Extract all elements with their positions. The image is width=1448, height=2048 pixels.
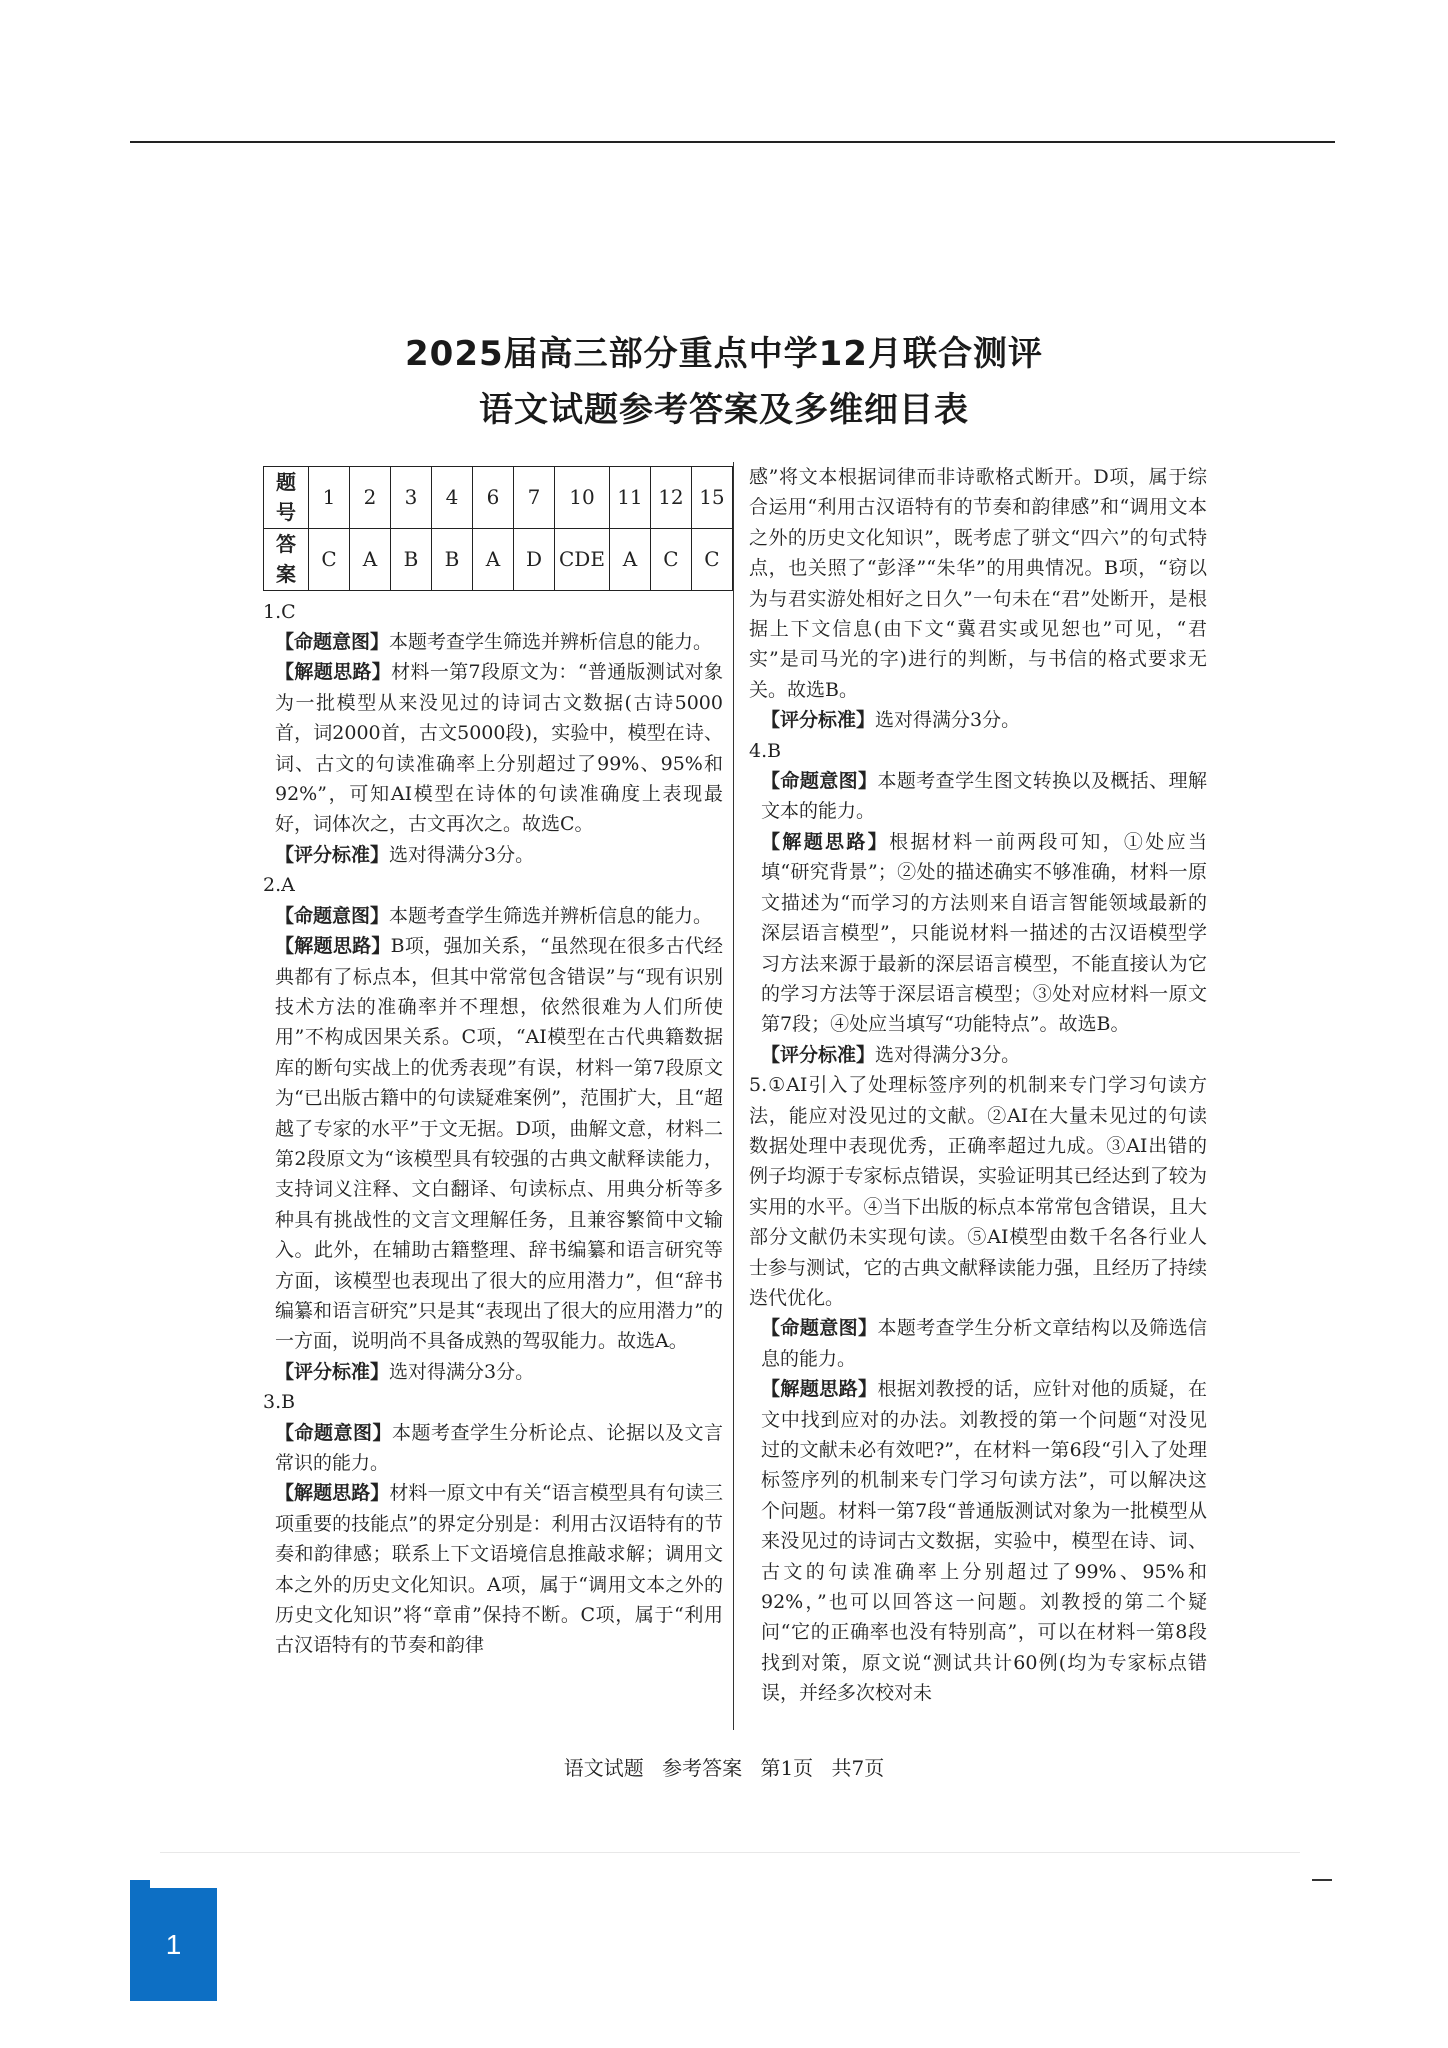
standard-tag: 【评分标准】 [275, 1360, 390, 1383]
question-4-approach [749, 827, 1207, 1040]
approach-text: 材料一原文中有关“语言模型具有句读三项重要的技能点”的界定分别是：利用古汉语特有的节奏和韵律感；联系上下文语境信息推敲求解；调用文本之外的历史文化知识。A项，属于“调用文本之外的历史文化知识”将“章甫”保持不断。C项，属于“利用古汉语特有的节奏和韵律 [275, 1482, 723, 1657]
page-number-badge[interactable]: 1 [130, 1888, 217, 2001]
intent-text: 本题考查学生筛选并辨析信息的能力。 [389, 631, 713, 654]
top-rule [130, 141, 1335, 143]
table-cell: A [473, 528, 514, 590]
question-3-answer: 3.B [263, 1391, 296, 1414]
dash-mark [1312, 1879, 1332, 1881]
approach-text: 根据材料一前两段可知，①处应当填“研究背景”；②处的描述确实不够准确，材料一原文描述为“而学习的方法则来自语言智能领域最新的深层语言模型”，只能说材料一描述的古汉语模型学习方法来源于最新的深层语言模型，不能直接认为它的学习方法等于深层语言模型；③处对应材料一原文第7段；④处应当填写“功能特点”。故选B。 [761, 830, 1207, 1036]
left-column [263, 462, 723, 1661]
doc-title: 2025届高三部分重点中学12月联合测评 [405, 334, 1043, 374]
question-2-answer: 2.A [263, 874, 295, 897]
answer-table-row-questions [264, 467, 733, 529]
page-footer: 语文试题 参考答案 第1页 共7页 [563, 1756, 885, 1780]
intent-text: 本题考查学生图文转换以及概括、理解文本的能力。 [761, 770, 1207, 823]
intent-text: 本题考查学生筛选并辨析信息的能力。 [389, 904, 713, 927]
table-cell: 7 [514, 467, 555, 529]
standard-text: 选对得满分3分。 [875, 1043, 1021, 1066]
table-cell: A [609, 528, 650, 590]
doc-subtitle: 语文试题参考答案及多维细目表 [479, 390, 969, 430]
approach-tag: 【解题思路】 [275, 661, 392, 684]
question-1-intent [263, 627, 723, 657]
table-cell: D [514, 528, 555, 590]
table-cell: 12 [650, 467, 691, 529]
question-5-intent [749, 1313, 1207, 1374]
table-cell: 11 [609, 467, 650, 529]
answer-table [263, 466, 733, 591]
table-cell: C [691, 528, 732, 590]
table-cell: B [391, 528, 432, 590]
question-1-approach [263, 657, 723, 839]
answer-table-row-answers [264, 528, 733, 590]
standard-text: 选对得满分3分。 [875, 709, 1021, 732]
standard-tag: 【评分标准】 [761, 709, 876, 732]
approach-text: 根据刘教授的话，应针对他的质疑，在文中找到应对的办法。刘教授的第一个问题“对没见过的文献未必有效吧?”，在材料一第6段“引入了处理标签序列的机制来专门学习句读方法”，可以解决这个问题。材料一第7段“普通版测试对象为一批模型从来没见过的诗词古文数据，实验中，模型在诗、词、古文的句读准确率上分别超过了99%、95%和92%，”也可以回答这一问题。刘教授的第二个疑问“它的正确率也没有特别高”，可以在材料一第8段找到对策，原文说“测试共计60例(均为专家标点错误，并经多次校对未 [761, 1378, 1207, 1705]
table-header-cell: 答案 [264, 528, 309, 590]
intent-tag: 【命题意图】 [761, 770, 878, 793]
approach-text: 材料一第7段原文为：“普通版测试对象为一批模型从来没见过的诗词古文数据(古诗5000首，词2000首，古文5000段)，实验中，模型在诗、词、古文的句读准确率上分别超过了99%、95%和92%”，可知AI模型在诗体的句读准确度上表现最好，词体次之，古文再次之。故选C。 [275, 661, 723, 836]
table-cell: C [309, 528, 350, 590]
standard-text: 选对得满分3分。 [389, 843, 535, 866]
question-2-standard [263, 1357, 723, 1387]
table-cell: C [650, 528, 691, 590]
approach-tag: 【解题思路】 [275, 1482, 390, 1505]
question-1-standard [263, 840, 723, 870]
table-cell: B [432, 528, 473, 590]
question-4-intent [749, 766, 1207, 827]
intent-tag: 【命题意图】 [275, 904, 390, 927]
intent-text: 本题考查学生分析论点、论据以及文言常识的能力。 [275, 1421, 723, 1474]
question-5-approach [749, 1374, 1207, 1708]
table-cell: 3 [391, 467, 432, 529]
approach-tag: 【解题思路】 [761, 830, 890, 853]
table-cell: A [350, 528, 391, 590]
question-2-intent [263, 901, 723, 931]
standard-tag: 【评分标准】 [275, 843, 390, 866]
approach-tag: 【解题思路】 [761, 1378, 878, 1401]
question-5-answer: 5.①AI引入了处理标签序列的机制来专门学习句读方法，能应对没见过的文献。②AI在大量未见过的句读数据处理中表现优秀，正确率超过九成。③AI出错的例子均源于专家标点错误，实验证明其已经达到了较为实用的水平。④当下出版的标点本常常包含错误，且大部分文献仍未实现句读。⑤AI模型由数千名各行业人士参与测试，它的古典文献释读能力强，且经历了持续迭代优化。 [749, 1074, 1207, 1309]
table-cell: 1 [309, 467, 350, 529]
table-cell: 6 [473, 467, 514, 529]
question-3-standard [749, 705, 1207, 735]
question-4-answer: 4.B [749, 739, 782, 762]
intent-text: 本题考查学生分析文章结构以及筛选信息的能力。 [761, 1317, 1207, 1370]
question-4-standard [749, 1040, 1207, 1070]
intent-tag: 【命题意图】 [275, 1421, 392, 1444]
bottom-rule [160, 1852, 1300, 1853]
table-cell: 4 [432, 467, 473, 529]
standard-text: 选对得满分3分。 [389, 1360, 535, 1383]
table-cell: 2 [350, 467, 391, 529]
table-header-cell: 题号 [264, 467, 309, 529]
intent-tag: 【命题意图】 [275, 631, 390, 654]
question-1-answer: 1.C [263, 600, 296, 623]
approach-tag: 【解题思路】 [275, 935, 391, 958]
question-3-intent [263, 1418, 723, 1479]
question-2-approach [263, 931, 723, 1357]
right-column [749, 462, 1207, 1709]
standard-tag: 【评分标准】 [761, 1043, 876, 1066]
column-divider [733, 462, 734, 1730]
table-cell: 15 [691, 467, 732, 529]
approach-text: B项，强加关系，“虽然现在很多古代经典都有了标点本，但其中常常包含错误”与“现有识别技术方法的准确率并不理想，依然很难为人们所使用”不构成因果关系。C项，“AI模型在古代典籍数据库的断句实战上的优秀表现”有误，材料一第7段原文为“已出版古籍中的句读疑难案例”，范围扩大，且“超越了专家的水平”于文无据。D项，曲解文意，材料二第2段原文为“该模型具有较强的古典文献释读能力，支持词义注释、文白翻译、句读标点、用典分析等多种具有挑战性的文言文理解任务，且兼容繁简中文输入。此外，在辅助古籍整理、辞书编纂和语言研究等方面，该模型也表现出了很大的应用潜力”，但“辞书编纂和语言研究”只是其“表现出了很大的应用潜力”的一方面，说明尚不具备成熟的驾驭能力。故选A。 [275, 935, 723, 1353]
table-cell: 10 [555, 467, 610, 529]
table-cell: CDE [555, 528, 610, 590]
question-3-approach [263, 1478, 723, 1660]
question-3-approach-continued: 感”将文本根据词律而非诗歌格式断开。D项，属于综合运用“利用古汉语特有的节奏和韵律感”和“调用文本之外的历史文化知识”，既考虑了骈文“四六”的句式特点，也关照了“彭泽”“朱华”的用典情况。B项，“窃以为与君实游处相好之日久”一句未在“君”处断开，是根据上下文信息(由下文“冀君实或见恕也”可见，“君实”是司马光的字)进行的判断，与书信的格式要求无关。故选B。 [749, 466, 1207, 701]
intent-tag: 【命题意图】 [761, 1317, 878, 1340]
